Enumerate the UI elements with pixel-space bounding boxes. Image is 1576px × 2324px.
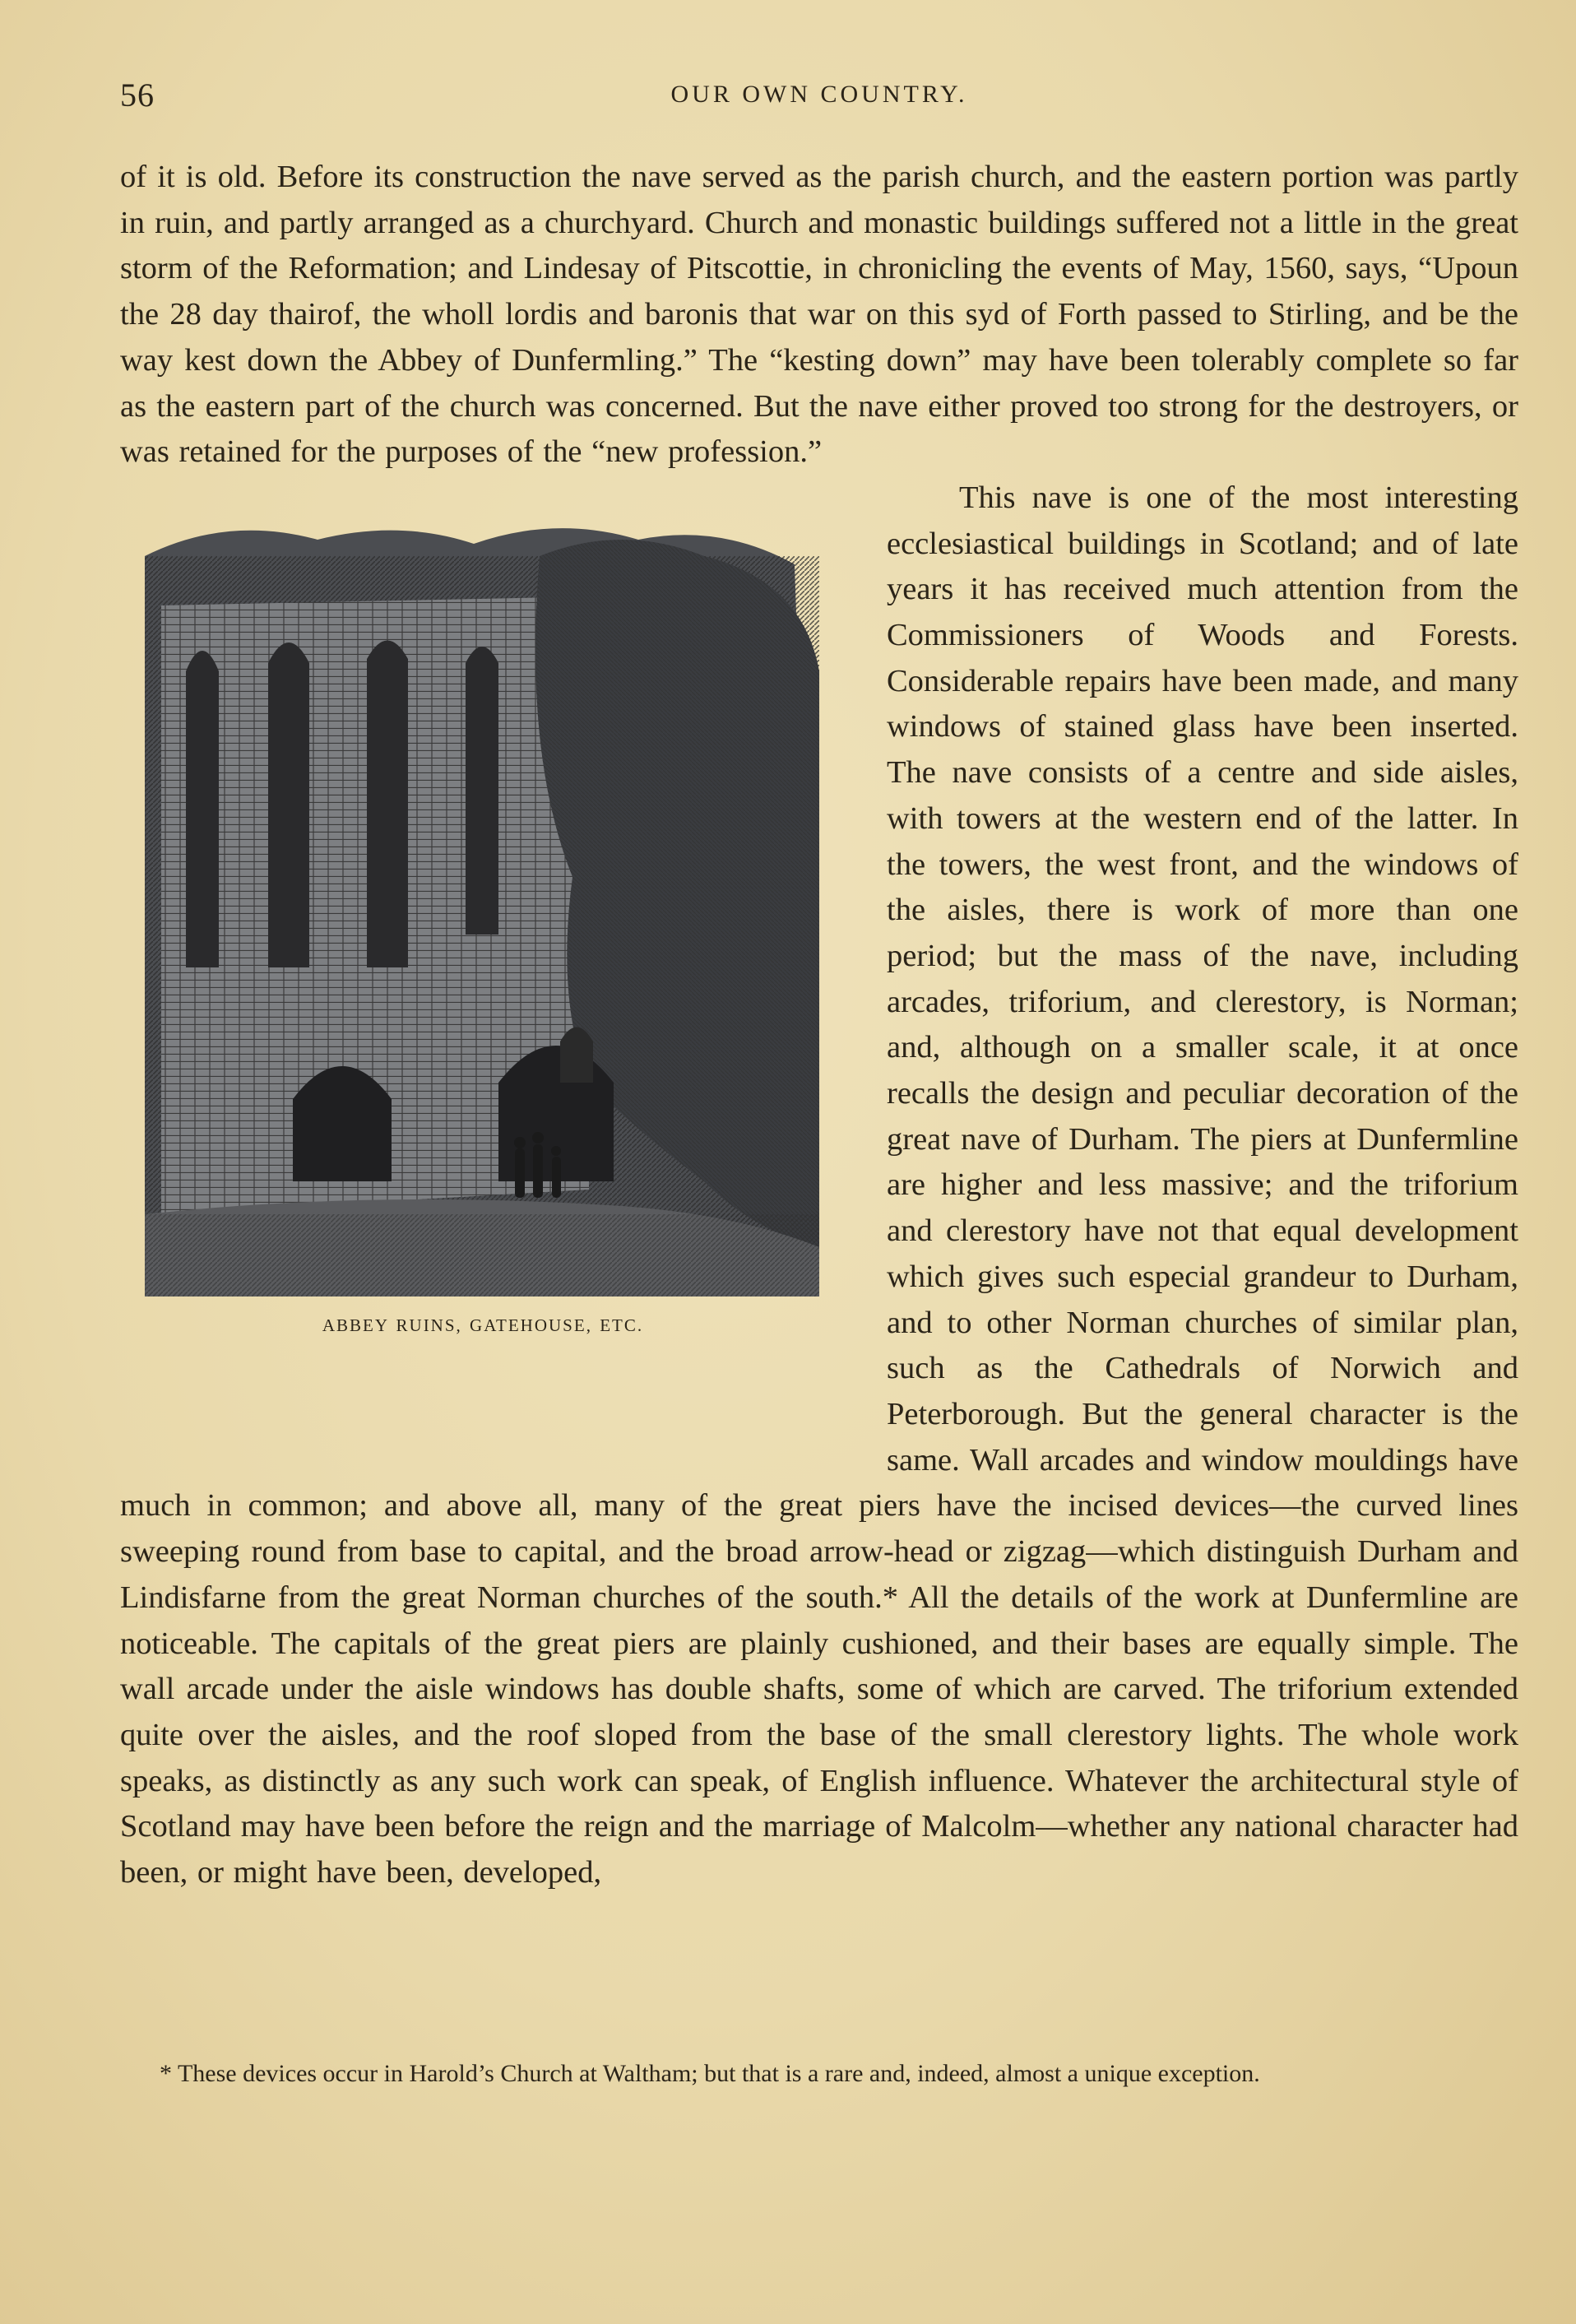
footnote — [117, 2057, 1518, 2091]
footnote-text: These devices occur in Harold’s Church at Waltham; but that is a rare and, indeed, almost a unique exception. — [177, 2060, 1260, 2087]
paragraph-2: This nave is one of the most interesting ecclesiastical buildings in Scotland; and of late years it has received much attention from the Commissioners of Woods and Forests. Considerable repairs have been made, and many windows of stained glass have been inserted. The nave consists of a centre and side aisles, with towers at the western end of the latter. In the towers, the west front, and the windows of the aisles, there is work of more than one period; but the mass of the nave, including arcades, triforium, and clerestory, is Norman; and, although on a smaller scale, it at once recalls the design and peculiar decoration of the great nave of Durham. The piers at Dunfermline are higher and less massive; and the triforium and clerestory have not that equal development which gives such especial grandeur to Durham, and to other Norman churches of similar plan, such as the Cathedrals of Norwich and Peterborough. But the general character is the same. Wall arcades and window mouldings have much in common; and above all, many of the great piers have the incised devices—the curved lines sweeping round from base to capital, and the broad arrow-head or zigzag—which distinguish Durham and Lindisfarne from the great Norman churches of the south.* All the details of the work at Dunfermline are noticeable. The capitals of the great piers are plainly cushioned, and their bases are equally simple. The wall arcade under the aisle windows has double shafts, some of which are carved. The triforium extended quite over the aisles, and the roof sloped from the base of the small clerestory lights. The whole work speaks, as distinctly as any such work can speak, of English influence. Whatever the architectural style of Scotland may have been before the reign and the marriage of Malcolm—whether any national character had been, or might have been, developed, — [120, 480, 1518, 1890]
figure — [120, 475, 846, 1448]
running-head: OUR OWN COUNTRY. — [670, 81, 968, 108]
figure-caption: ABBEY RUINS, GATEHOUSE, ETC. — [322, 1315, 644, 1335]
page-header — [120, 76, 1518, 125]
footnote-mark: * — [160, 2060, 172, 2087]
engraving-image — [128, 507, 837, 1329]
paragraph-1: of it is old. Before its construction the nave served as the parish church, and the eastern portion was partly in ruin, and partly arranged as a churchyard. Church and monastic buildings suffered not a little in the great storm of the Reformation; and Lindesay of Pitscottie, in chronicling the events of May, 1560, says, “Upoun the 28 day thairof, the wholl lordis and baronis that war on this syd of Forth passed to Stirling, and be the way kest down the Abbey of Dunfermling.” The “kesting down” may have been tolerably complete so far as the eastern part of the church was concerned. But the nave either proved too strong for the destroyers, or was retained for the purposes of the “new profession.” — [120, 160, 1518, 470]
body-text — [120, 155, 1518, 1896]
page-number: 56 — [120, 77, 155, 114]
